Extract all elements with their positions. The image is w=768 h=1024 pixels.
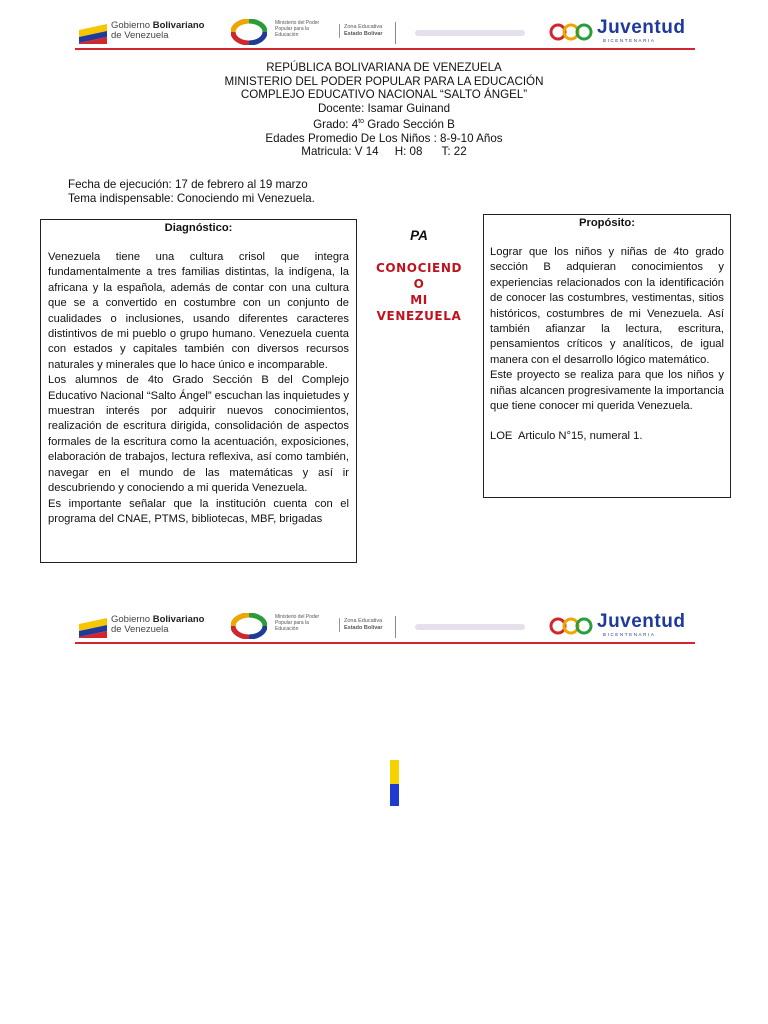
bicentenaria-logo-text: BICENTENARIA bbox=[603, 38, 656, 43]
project-title-line-2: O bbox=[413, 277, 425, 291]
fecha-ejecucion: Fecha de ejecución: 17 de febrero al 19 marzo bbox=[68, 178, 308, 191]
diagnostico-paragraph-2: Los alumnos de 4to Grado Sección B del Complejo Educativo Nacional “Salto Ángel” escuchan las inquietudes y muestran interés por adquirir nuevos conocimientos, realización de escritura dirigida, consolidación de aspectos formales de la escritura como la acentuación, exposiciones, elaboración de trabajos, lectura reflexiva, así como también, navegar en el mundo de las matemáticas y así ir descubriendo y conociendo a mi querida Venezuela. bbox=[48, 374, 349, 495]
bicentenario-logo-icon bbox=[549, 616, 593, 636]
header-line-ministerio: MINISTERIO DEL PODER POPULAR PARA LA EDUCACIÓN bbox=[224, 74, 544, 88]
juventud-logo-text: Juventud bbox=[597, 611, 686, 632]
diagnostico-title: Diagnóstico: bbox=[164, 222, 233, 234]
proposito-paragraph-2: Este proyecto se realiza para que los niños y niñas alcancen progresivamente la importancia que tiene conocer mi querida Venezuela. bbox=[490, 369, 724, 413]
faded-logo bbox=[415, 624, 525, 630]
proposito-loe: LOE Articulo N°15, numeral 1. bbox=[490, 430, 643, 443]
project-title-line-1: CONOCIEND bbox=[375, 261, 463, 275]
project-meta bbox=[68, 178, 315, 206]
gobierno-logo-text: Gobierno Bolivariano de Venezuela bbox=[111, 614, 205, 635]
project-title-line-3: MI bbox=[410, 293, 428, 307]
header-banner bbox=[75, 18, 695, 50]
proposito-paragraph-1: Lograr que los niños y niñas de 4to grado sección B adquieran conocimientos y experiencias relacionados con la identificación de conocer las costumbres, vestimentas, sitios históricos, costumbres de mi Venezuela. Así también afianzar la lectura, escritura, pensamientos críticos y analíticos, de igual manera con el desarrollo lógico matemático. bbox=[490, 246, 724, 366]
ministerio-ring-logo-icon bbox=[231, 19, 267, 45]
banner-red-rule bbox=[75, 48, 695, 50]
header-matricula: Matricula: V 14 H: 08 T: 22 bbox=[301, 145, 467, 159]
header-grado: Grado: $4^{to}$ Grado Sección B bbox=[313, 118, 455, 132]
juventud-logo-text: Juventud bbox=[597, 17, 686, 38]
project-title-line-4: VENEZUELA bbox=[376, 309, 462, 323]
header-line-republica: REPÚBLICA BOLIVARIANA DE VENEZUELA bbox=[266, 61, 502, 74]
proposito-title: Propósito: bbox=[579, 217, 635, 229]
ministerio-logo-text: Ministerio del Poder Popular para la Educación bbox=[275, 20, 320, 38]
ministerio-logo-text: Ministerio del Poder Popular para la Educación bbox=[275, 614, 320, 632]
bicentenaria-logo-text: BICENTENARIA bbox=[603, 632, 656, 637]
faded-logo bbox=[415, 30, 525, 36]
banner-divider bbox=[395, 22, 396, 44]
tema-indispensable: Tema indispensable: Conociendo mi Venezuela. bbox=[68, 191, 315, 205]
banner-divider bbox=[395, 616, 396, 638]
venezuela-flag-icon bbox=[79, 24, 107, 44]
venezuela-flag-icon bbox=[79, 618, 107, 638]
pa-label: PA bbox=[410, 228, 428, 243]
vertical-flag-fragment-icon bbox=[390, 760, 399, 830]
diagnostico-paragraph-3: Es importante señalar que la institución cuenta con el programa del CNAE, PTMS, bibliotecas, MBF, brigadas bbox=[48, 497, 349, 525]
header-edades: Edades Promedio De Los Niños : 8-9-10 Años bbox=[265, 131, 503, 145]
diagnostico-box bbox=[40, 219, 357, 563]
zona-educativa-text: Zona Educativa Estado Bolívar bbox=[339, 24, 383, 38]
header-line-complejo: COMPLEJO EDUCATIVO NACIONAL “SALTO ÁNGEL” bbox=[240, 88, 528, 102]
gobierno-logo-text: Gobierno Bolivariano de Venezuela bbox=[111, 20, 205, 41]
zona-educativa-text: Zona Educativa Estado Bolívar bbox=[339, 618, 383, 632]
bicentenario-logo-icon bbox=[549, 22, 593, 42]
banner-red-rule bbox=[75, 642, 695, 644]
header-docente: Docente: Isamar Guinand bbox=[317, 101, 451, 115]
proposito-box bbox=[483, 214, 731, 498]
document-header bbox=[0, 61, 768, 159]
footer-banner bbox=[75, 612, 695, 644]
ministerio-ring-logo-icon bbox=[231, 613, 267, 639]
diagnostico-paragraph-1: Venezuela tiene una cultura crisol que integra fundamentalmente a tres familias distintas, la indígena, la africana y la española, además de contar con una cultura que se a convertido en costumbre con un conjunto de cualidades o inclusiones, usando diferentes caracteres distintivos de mi pueblo o grupo humano. Venezuela cuenta con estados y capitales también con diversos recursos naturales y minerales que lo hace único e incomparable. bbox=[48, 251, 349, 371]
project-title bbox=[369, 260, 469, 324]
